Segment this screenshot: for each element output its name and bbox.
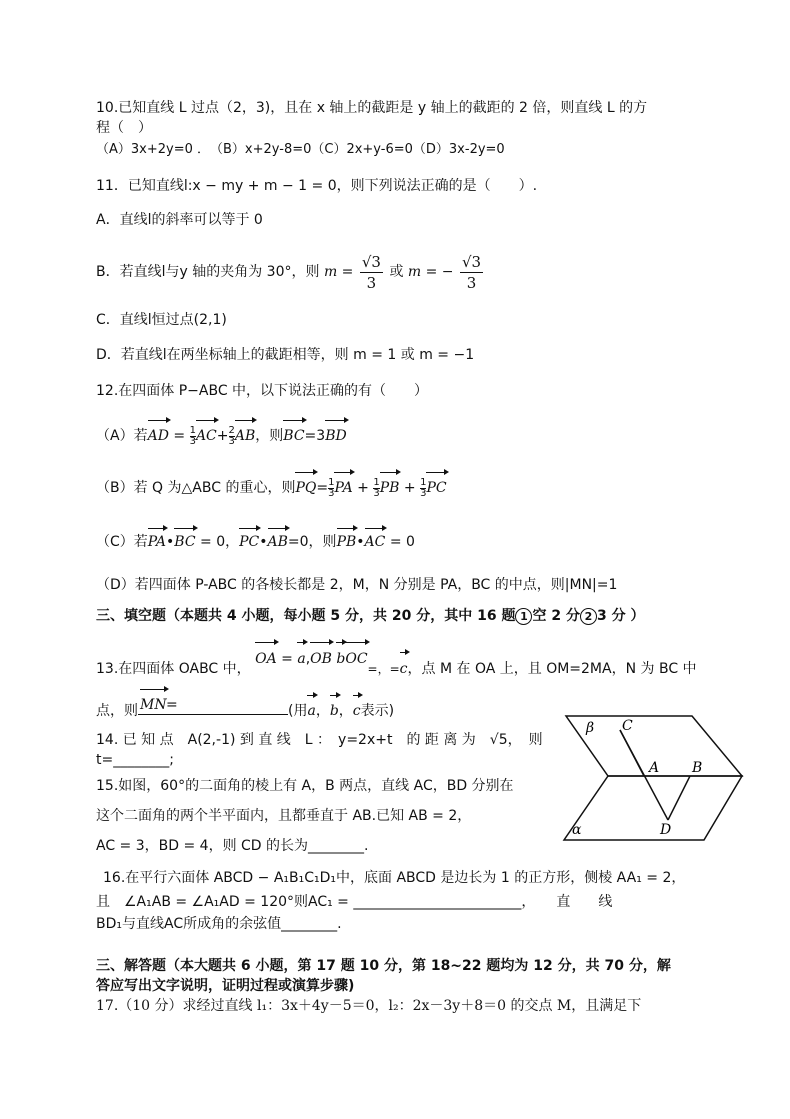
q16-line1: 16.在平行六面体 ABCD − A₁B₁C₁D₁中，底面 ABCD 是边长为 1 的正方形，侧棱 AA₁ = 2， [103,870,686,886]
sec3-part1: 三、填空题（本题共 4 小题，每小题 5 分，共 20 分，其中 16 题 [96,608,516,624]
q12-option-d: （D）若四面体 P-ABC 的各棱长都是 2，M，N 分别是 PA，BC 的中点，则|MN|=1 [96,577,618,593]
q16-line2: 且 ∠A₁AB = ∠A₁AD = 120°则AC₁ = ________________________， 直 线 [96,894,613,910]
label-alpha: α [572,822,582,838]
q10-line2: 程（ ） [96,120,152,136]
frac-num: √3 [361,252,381,271]
vec-AB: AB [268,530,288,554]
q12-a-mid: ，则 [255,428,284,444]
section-answer-header-line2: 答应写出文字说明，证明过程或演算步骤) [96,978,355,994]
sec3-part2: 空 2 分 [532,608,580,624]
frac-one-third: $\frac{1}{3}$ [373,476,380,499]
q12-a-pre: （A）若 [96,428,148,444]
q11-option-a: A．直线l的斜率可以等于 0 [96,212,263,228]
frac-num: √3 [461,252,482,271]
q15-line2: 这个二面角的两个半平面内，且都垂直于 AB.已知 AB = 2， [96,808,472,824]
vec-PA: PA [148,530,166,554]
q13-rest: ，点 M 在 OA 上，且 OM=2MA，N 为 BC 中 [407,661,697,677]
vec-c: c [400,654,408,684]
sec3-part3: 3 分 ） [596,608,645,624]
q11-b-frac2 [460,252,483,293]
vec-PC: PC [426,474,446,502]
vec-AD: AD [148,422,169,450]
vec-OB: OB [310,644,332,674]
vec-PB: PB [380,474,400,502]
label-A: A [649,760,660,776]
vec-c: c [353,697,361,725]
vec-a: a [307,697,315,725]
q13-pre: 13.在四面体 OABC 中， [96,661,251,677]
vec-PQ: PQ [295,474,316,502]
vec-OC: OC [345,644,367,674]
vec-OA: OA [255,644,277,674]
q11-b-or: 或 [389,264,404,280]
q11-stem: 11．已知直线l:x − my + m − 1 = 0，则下列说法正确的是（ ）. [96,178,538,194]
segment-BD [668,776,690,820]
vec-AC: AC [196,422,217,450]
vec-AB: AB [235,422,255,450]
q13-answer: MN = [138,703,288,719]
q12-stem: 12.在四面体 P−ABC 中，以下说法正确的有（ ） [96,383,429,399]
frac-one-third: $\frac{1}{3}$ [189,424,196,447]
frac-one-third: $\frac{1}{3}$ [328,476,335,499]
q12-b-pre: （B）若 Q 为△ABC 的重心，则 [96,480,296,496]
q16-line3: BD₁与直线AC所成角的余弦值________. [96,916,342,932]
vec-PB: PB [337,530,357,554]
plane-alpha [564,776,742,840]
section-fill-in-header [96,606,644,626]
q12-c-eq1: =0，则 [287,534,337,550]
q12-option-a: （A）若AD = $\frac{1}{3}$ AC+ $\frac{2}{3}$ AB，则BC=3BD [96,422,347,450]
q15-line1: 15.如图，60°的二面角的棱上有 A，B 两点，直线 AC，BD 分别在 [96,778,514,794]
q13-line2-post: (用 [288,703,308,719]
vec-BD: BD [325,422,347,450]
label-D: D [660,822,672,838]
q11-b-m2: m = − [407,264,454,280]
circled-number-2: 2 [580,608,597,625]
vec-b: b [330,697,339,725]
q10-options: （A）3x+2y=0 ． （B）x+2y-8=0（C）2x+y-6=0（D）3x-2y=0 [96,142,505,157]
q11-b-frac1 [360,252,383,293]
q17-line1: 17.（10 分）求经过直线 l₁：3x＋4y－5＝0，l₂：2x－3y＋8＝0 的交点 M，且满足下 [96,998,642,1014]
q13-line2: 点，则 MN = (用a，b，c表示) [96,697,394,725]
q14-line2: t=________; [96,752,174,768]
vec-a: a [297,644,305,674]
q11-b-text: B．若直线l与y 轴的夹角为 30°，则 [96,264,320,280]
q10-line1: 10.已知直线 L 过点（2，3)，且在 x 轴上的截距是 y 轴上的截距的 2 倍，则直线 L 的方 [96,100,648,116]
frac-two-third: $\frac{2}{3}$ [228,424,235,447]
q13-line1 [96,651,697,684]
frac-den: 3 [366,273,377,292]
q11-b-m: m = [323,264,354,280]
vec-BC: BC [283,422,304,450]
q13-vectors: OA = a,OB bOC [255,651,367,667]
label-C: C [622,718,633,734]
q13-eq: =，= [367,662,400,676]
q12-option-b: （B）若 Q 为△ABC 的重心，则PQ= $\frac{1}{3}$ PA + $\frac{1}{3}$ PB + $\frac{1}{3}$ PC [96,474,447,502]
section-answer-header-line1: 三、解答题（本大题共 6 小题，第 17 题 10 分，第 18~22 题均为 12 分，共 70 分，解 [96,958,671,974]
q13-line2-pre: 点，则 [96,703,138,719]
q15-line3: AC = 3，BD = 4，则 CD 的长为________. [96,838,369,854]
vec-PC: PC [239,530,259,554]
vec-b: b [336,644,345,674]
label-B: B [692,760,703,776]
q11-option-b [96,250,485,294]
q14-line1: 14. 已 知 点 A(2,-1) 到 直 线 L ： y=2x+t 的 距 离 为 √5， 则 [96,732,543,748]
q11-option-c: C．直线l恒过点(2,1) [96,312,227,328]
vec-BC: BC [174,530,195,554]
dihedral-angle-figure [558,714,746,844]
q12-option-c: （C）若PA•BC = 0，PC•AB=0，则PB•AC = 0 [96,530,415,554]
q11-option-d: D．若直线l在两坐标轴上的截距相等，则 m = 1 或 m = −1 [96,347,475,363]
frac-den: 3 [466,273,477,292]
vec-PA: PA [334,474,352,502]
vec-AC: AC [365,530,386,554]
vec-MN: MN [140,691,167,719]
segment-CA [620,730,644,776]
q12-c-eq0: = 0， [200,534,240,550]
q12-c-pre: （C）若 [96,534,148,550]
frac-one-third: $\frac{1}{3}$ [420,476,427,499]
circled-number-1: 1 [515,608,532,625]
label-beta: β [586,720,595,736]
q13-line2-end: 表示) [360,703,395,719]
